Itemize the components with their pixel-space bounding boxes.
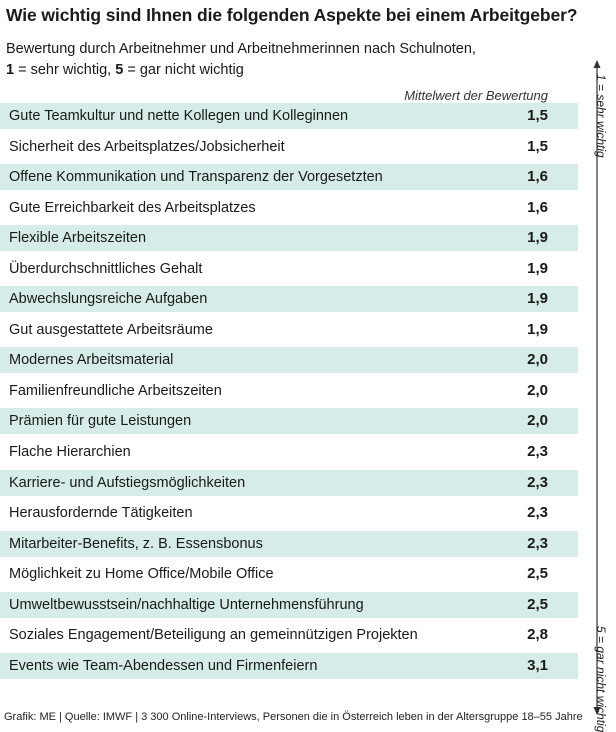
row-value: 2,3 bbox=[527, 473, 548, 491]
table-row bbox=[0, 470, 578, 496]
row-value: 2,3 bbox=[527, 534, 548, 552]
row-value: 1,6 bbox=[527, 198, 548, 216]
scale-low-text: = sehr wichtig, bbox=[14, 62, 116, 78]
table-row bbox=[0, 286, 578, 312]
scale-low-number: 1 bbox=[6, 62, 15, 78]
row-value: 1,9 bbox=[527, 229, 548, 247]
row-label: Offene Kommunikation und Transparenz der Vorgesetzten bbox=[9, 169, 383, 186]
row-value: 2,3 bbox=[527, 504, 548, 522]
axis-arrow-svg bbox=[578, 60, 616, 715]
row-label: Gute Teamkultur und nette Kollegen und Kolleginnen bbox=[9, 108, 349, 124]
row-value: 1,6 bbox=[527, 168, 548, 186]
table-row bbox=[0, 531, 578, 557]
table-row bbox=[0, 561, 578, 587]
row-value: 2,0 bbox=[527, 381, 548, 399]
table-row bbox=[0, 347, 578, 373]
row-value: 2,3 bbox=[527, 443, 548, 461]
table-row bbox=[0, 592, 578, 618]
axis-top-label: 1 = sehr wichtig bbox=[594, 74, 608, 158]
table-row bbox=[0, 225, 578, 251]
row-value: 1,9 bbox=[527, 320, 548, 338]
row-value: 1,9 bbox=[527, 290, 548, 308]
row-value: 2,8 bbox=[527, 626, 548, 644]
row-value: 2,5 bbox=[527, 595, 548, 613]
axis-bottom-label: 5 = gar nicht wichtig bbox=[594, 626, 608, 732]
row-value: 1,5 bbox=[527, 137, 548, 155]
row-label: Karriere- und Aufstiegsmöglichkeiten bbox=[9, 474, 246, 491]
row-label: Abwechslungsreiche Aufgaben bbox=[9, 291, 208, 308]
chart-title: Wie wichtig sind Ihnen die folgenden Aspekte bei einem Arbeitgeber? bbox=[6, 5, 578, 25]
row-value: 1,9 bbox=[527, 259, 548, 277]
row-label: Herausfordernde Tätigkeiten bbox=[9, 505, 193, 522]
table-row bbox=[0, 256, 578, 282]
row-value: 1,5 bbox=[527, 107, 548, 124]
row-label: Möglichkeit zu Home Office/Mobile Office bbox=[9, 566, 274, 583]
row-label: Gut ausgestattete Arbeitsräume bbox=[9, 321, 213, 338]
scale-high-number: 5 bbox=[115, 62, 124, 78]
subtitle-line-2 bbox=[6, 60, 476, 81]
row-value: 3,1 bbox=[527, 656, 548, 674]
table-row bbox=[0, 439, 578, 465]
subtitle-line-1: Bewertung durch Arbeitnehmer und Arbeitnehmerinnen nach Schulnoten, bbox=[6, 41, 476, 57]
table-row bbox=[0, 164, 578, 190]
data-table bbox=[0, 103, 578, 683]
table-row bbox=[0, 195, 578, 221]
scale-high-text: = gar nicht wichtig bbox=[123, 62, 244, 78]
row-label: Überdurchschnittliches Gehalt bbox=[9, 260, 203, 277]
column-header: Mittelwert der Bewertung bbox=[404, 88, 548, 103]
row-label: Mitarbeiter-Benefits, z. B. Essensbonus bbox=[9, 535, 263, 552]
row-label: Flexible Arbeitszeiten bbox=[9, 230, 147, 247]
table-row bbox=[0, 408, 578, 434]
row-label: Events wie Team-Abendessen und Firmenfeiern bbox=[9, 657, 318, 674]
row-label: Prämien für gute Leistungen bbox=[9, 413, 192, 430]
table-row bbox=[0, 317, 578, 343]
row-label: Gute Erreichbarkeit des Arbeitsplatzes bbox=[9, 199, 256, 216]
row-label: Soziales Engagement/Beteiligung an gemeinnützigen Projekten bbox=[9, 627, 418, 644]
row-label: Umweltbewusstsein/nachhaltige Unternehmensführung bbox=[9, 596, 364, 613]
table-row bbox=[0, 378, 578, 404]
row-value: 2,0 bbox=[527, 351, 548, 369]
table-row bbox=[0, 134, 578, 160]
row-value: 2,5 bbox=[527, 565, 548, 583]
row-label: Flache Hierarchien bbox=[9, 444, 131, 461]
axis-arrow-up bbox=[594, 60, 601, 68]
table-row bbox=[0, 500, 578, 526]
chart-subtitle bbox=[6, 39, 476, 81]
row-label: Sicherheit des Arbeitsplatzes/Jobsicherheit bbox=[9, 138, 285, 155]
row-value: 2,0 bbox=[527, 412, 548, 430]
row-label: Familienfreundliche Arbeitszeiten bbox=[9, 382, 222, 399]
source-footer: Grafik: ME | Quelle: IMWF | 3 300 Online-Interviews, Personen die in Österreich leben in der Altersgruppe 18–55 Jahre bbox=[4, 711, 583, 723]
table-row bbox=[0, 622, 578, 648]
table-row bbox=[0, 103, 578, 129]
importance-axis bbox=[578, 60, 616, 732]
row-label: Modernes Arbeitsmaterial bbox=[9, 352, 174, 369]
table-row bbox=[0, 653, 578, 679]
